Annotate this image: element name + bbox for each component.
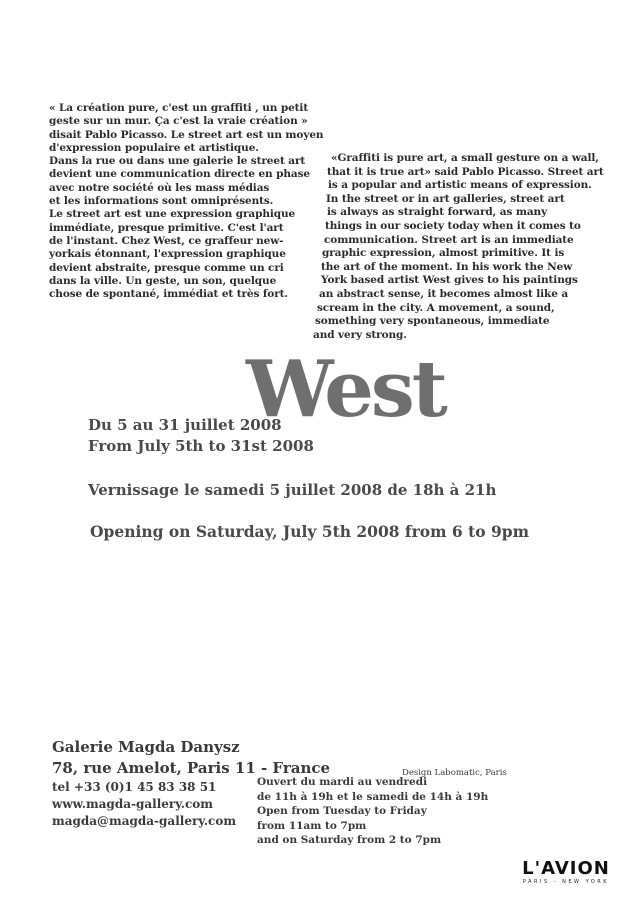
quote-line: chose de spontané, immédiat et très fort. bbox=[49, 288, 288, 301]
gallery-address: 78, rue Amelot, Paris 11 - France bbox=[52, 759, 331, 777]
english-quote bbox=[313, 152, 613, 342]
quote-line: something very spontaneous, immediate bbox=[315, 315, 550, 328]
quote-line: d'expression populaire et artistique. bbox=[49, 141, 259, 154]
hours-line: Open from Tuesday to Friday bbox=[257, 805, 427, 817]
gallery-phone: tel +33 (0)1 45 83 38 51 bbox=[52, 780, 217, 794]
quote-line: « La création pure, c'est un graffiti , un petit bbox=[49, 102, 309, 114]
quote-line: Dans la rue ou dans une galerie le street art bbox=[49, 155, 306, 168]
quote-line: immédiate, presque primitive. C'est l'art bbox=[49, 221, 284, 234]
quote-line: In the street or in art galleries, street art bbox=[326, 192, 565, 205]
opening-hours bbox=[257, 775, 488, 848]
quote-line: de l'instant. Chez West, ce graffeur new- bbox=[49, 234, 284, 247]
quote-line: dans la ville. Un geste, un son, quelque bbox=[49, 274, 277, 287]
dates-fr: Du 5 au 31 juillet 2008 bbox=[88, 416, 282, 434]
quote-line: things in our society today when it comes to bbox=[325, 219, 581, 232]
quote-line: geste sur un mur. Ça c'est la vraie création » bbox=[49, 115, 308, 128]
gallery-name: Galerie Magda Danysz bbox=[52, 738, 240, 756]
lavion-logo bbox=[510, 859, 622, 886]
quote-line: scream in the city. A movement, a sound, bbox=[317, 301, 555, 314]
hours-line: de 11h à 19h et le samedi de 14h à 19h bbox=[257, 790, 489, 803]
hours-line: and on Saturday from 2 to 7pm bbox=[257, 834, 442, 846]
opening-text: Opening on Saturday, July 5th 2008 from 6 to 9pm bbox=[90, 522, 530, 541]
quote-line: York based artist West gives to his paintings bbox=[321, 274, 578, 287]
french-quote bbox=[49, 102, 349, 301]
quote-line: Le street art est une expression graphique bbox=[49, 208, 296, 221]
artist-title: West bbox=[246, 344, 445, 435]
design-credit: Design Labomatic, Paris bbox=[402, 768, 507, 778]
quote-line: communication. Street art is an immediate bbox=[324, 233, 574, 246]
quote-line: is always as straight forward, as many bbox=[327, 206, 548, 219]
quote-line: et les informations sont omniprésents. bbox=[49, 195, 274, 208]
quote-line: and very strong. bbox=[313, 328, 407, 341]
quote-line: graphic expression, almost primitive. It is bbox=[322, 247, 565, 260]
hours-line: Ouvert du mardi au vendredi bbox=[257, 776, 428, 788]
exhibition-dates bbox=[88, 415, 314, 457]
logo-tagline: PARIS - NEW YORK bbox=[522, 879, 610, 885]
quote-line: the art of the moment. In his work the New bbox=[321, 260, 573, 273]
gallery-website: www.magda-gallery.com bbox=[52, 797, 213, 811]
quote-line: disait Pablo Picasso. Le street art est un moyen bbox=[49, 128, 324, 141]
logo-wordmark: L'AVION bbox=[522, 858, 610, 879]
dates-en: From July 5th to 31st 2008 bbox=[88, 437, 314, 455]
quote-line: an abstract sense, it becomes almost like a bbox=[319, 287, 569, 300]
quote-line: is a popular and artistic means of expression. bbox=[328, 179, 592, 192]
quote-line: devient abstraite, presque comme un cri bbox=[49, 261, 284, 274]
hours-line: from 11am to 7pm bbox=[257, 819, 367, 832]
quote-line: «Graffiti is pure art, a small gesture on a wall, bbox=[331, 152, 599, 164]
gallery-email: magda@magda-gallery.com bbox=[52, 814, 237, 828]
vernissage-text: Vernissage le samedi 5 juillet 2008 de 18h à 21h bbox=[88, 481, 497, 499]
quote-line: yorkais étonnant, l'expression graphique bbox=[49, 248, 286, 261]
quote-line: avec notre société où les mass médias bbox=[49, 181, 270, 194]
quote-line: devient une communication directe en phase bbox=[49, 168, 311, 181]
quote-line: that it is true art» said Pablo Picasso. Street art bbox=[327, 165, 604, 178]
